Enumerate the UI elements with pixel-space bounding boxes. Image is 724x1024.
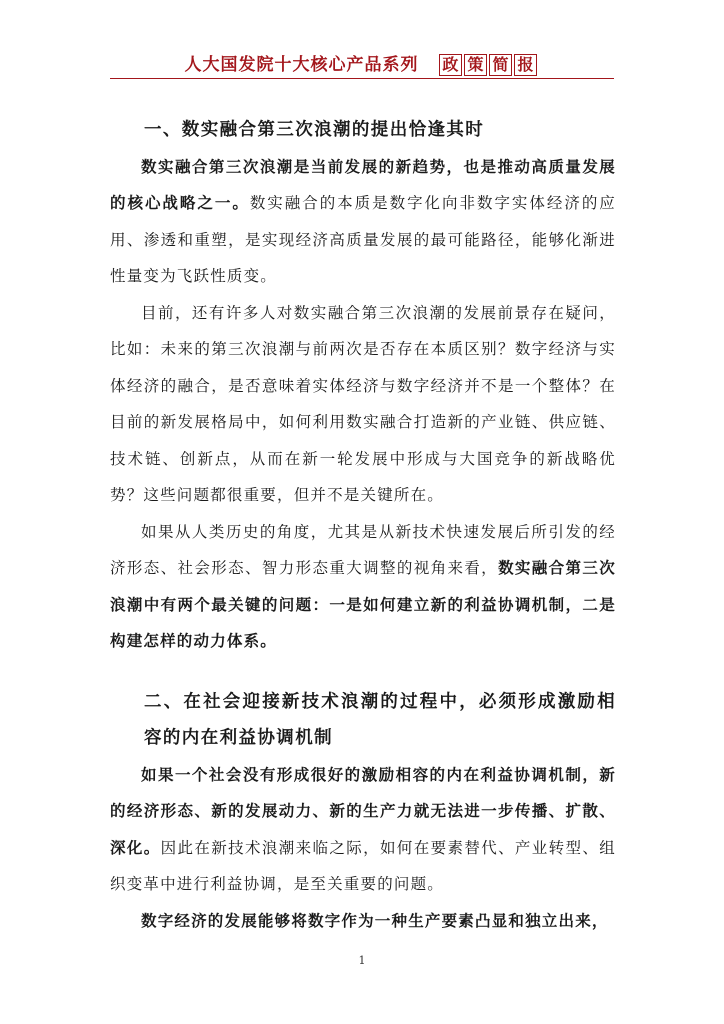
badge-char-3: 简 [489, 54, 512, 76]
body-text: 如果从人类历史的角度，尤其是从新技术快速发展后所引发的经济形态、社会形态、智力形态重大调整的视角来看， [110, 522, 616, 577]
body-text: 因此在新技术浪潮来临之际，如何在要素替代、产业转型、组织变革中进行利益协调，是至关重要的问题。 [110, 838, 616, 893]
section-2-heading: 二、在社会迎接新技术浪潮的过程中，必须形成激励相容的内在利益协调机制 [144, 691, 616, 748]
page-header [0, 50, 724, 76]
bold-text: 如果一个社会没有形成很好的激励相容的内在利益协调机制，新的经济形态、新的发展动力、新的生产力就无法进一步传播、扩散、深化。 [110, 764, 616, 857]
bold-text: 数实融合第三次浪潮中有两个最关键的问题：一是如何建立新的利益协调机制，二是构建怎样的动力体系。 [110, 558, 616, 650]
section-1-paragraph-3 [110, 514, 616, 660]
policy-brief-badge [439, 54, 539, 76]
bold-text: 数字经济的发展能够将数字作为一种生产要素凸显和独立出来， [141, 910, 609, 930]
body-text: 数实融合的本质是数字化向非数字实体经济的应用、渗透和重塑，是实现经济高质量发展的最可能路径，能够化渐进性量变为飞跃性质变。 [110, 194, 617, 285]
section-1-heading: 一、数实融合第三次浪潮的提出恰逢其时 [144, 120, 485, 140]
page-number: 1 [358, 954, 366, 967]
badge-char-4: 报 [514, 54, 537, 76]
bold-text: 数实融合第三次浪潮是当前发展的新趋势，也是推动高质量发展的核心战略之一。 [110, 156, 616, 212]
section-1-paragraph-2: 目前，还有许多人对数实融合第三次浪潮的发展前景存在疑问，比如：未来的第三次浪潮与前两次是否存在本质区别？数字经济与实体经济的融合，是否意味着实体经济与数字经济并不是一个整体？在目前的新发展格局中，如何利用数实融合打造新的产业链、供应链、技术链、创新点，从而在新一轮发展中形成与大国竞争的新战略优势？这些问题都很重要，但并不是关键所在。 [110, 303, 616, 504]
section-2-paragraph-2 [110, 903, 616, 940]
section-2-paragraph-1 [110, 757, 616, 903]
document-body [110, 112, 616, 939]
series-title: 人大国发院十大核心产品系列 [184, 55, 419, 75]
header-divider [110, 78, 614, 79]
badge-char-2: 策 [464, 54, 487, 76]
section-1-paragraph-1 [110, 149, 616, 295]
badge-char-1: 政 [439, 54, 462, 76]
